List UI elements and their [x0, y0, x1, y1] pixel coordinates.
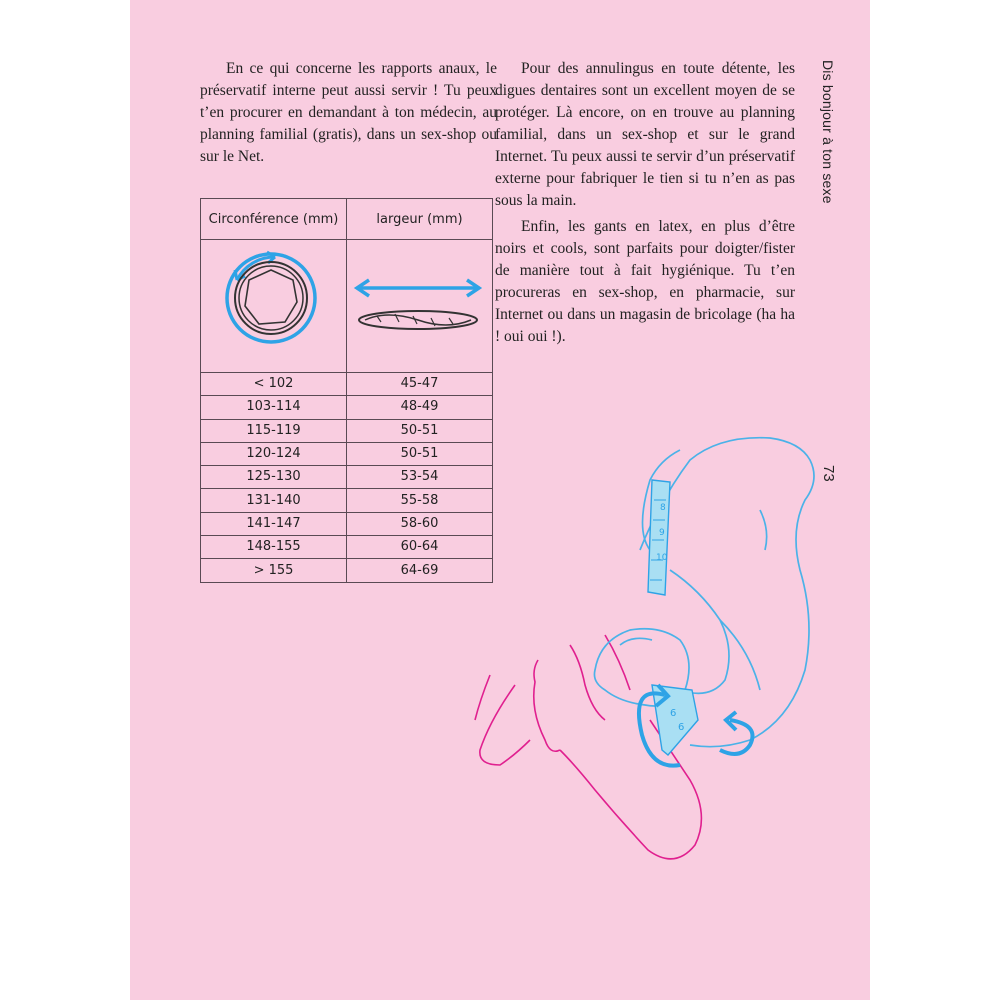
right-column	[495, 58, 795, 352]
book-page	[130, 0, 870, 1000]
tape-number: 6	[678, 722, 685, 733]
hand-outline	[594, 438, 814, 747]
width-illustration-cell	[347, 240, 493, 373]
circumference-cell: 148-155	[201, 536, 347, 559]
circumference-cell: > 155	[201, 559, 347, 582]
left-column	[200, 58, 497, 172]
width-cell: 55-58	[347, 489, 493, 512]
page-number: 73	[820, 465, 837, 482]
table-row	[201, 396, 493, 419]
width-cell: 58-60	[347, 512, 493, 535]
circumference-cell: 103-114	[201, 396, 347, 419]
width-cell: 60-64	[347, 536, 493, 559]
header-circumference: Circonférence (mm)	[201, 199, 347, 240]
tape-number: 10	[656, 553, 668, 563]
circumference-cell: 120-124	[201, 442, 347, 465]
right-paragraph-1: Pour des annulingus en toute détente, les digues dentaires sont un excellent moyen de se protéger. Là encore, on en trouve au planning familial, dans un sex-shop et sur le grand Internet. Tu peux aussi te servir d’un préservatif externe pour fabriquer le tien si tu n’en as pas sous la main.	[495, 60, 795, 209]
width-cell: 50-51	[347, 419, 493, 442]
circumference-illustration-cell	[201, 240, 347, 373]
width-cell: 50-51	[347, 442, 493, 465]
table-row	[201, 373, 493, 396]
right-paragraph-2: Enfin, les gants en latex, en plus d’être noirs et cools, sont parfaits pour doigter/fister de manière tout à fait hygiénique. Tu t’en procureras en sex-shop, en pharmacie, sur Internet ou dans un magasin de bricolage (ha ha ! oui oui !).	[495, 218, 795, 345]
circumference-cell: 125-130	[201, 466, 347, 489]
tape-number: 6	[670, 708, 677, 719]
tape-number: 8	[660, 503, 666, 513]
width-cell: 53-54	[347, 466, 493, 489]
circumference-cell: < 102	[201, 373, 347, 396]
tape-number: 9	[659, 528, 665, 538]
rolled-condom-top-icon	[201, 240, 346, 368]
circumference-cell: 131-140	[201, 489, 347, 512]
circumference-cell: 115-119	[201, 419, 347, 442]
width-cell: 45-47	[347, 373, 493, 396]
header-width: largeur (mm)	[347, 199, 493, 240]
left-paragraph: En ce qui concerne les rapports anaux, le préservatif interne peut aussi servir ! Tu peux t’en procurer en demandant à ton médecin, au planning familial (gratis), dans un sex-shop ou sur le Net.	[200, 60, 497, 165]
running-head: Dis bonjour à ton sexe	[820, 60, 836, 204]
rolled-condom-side-icon	[347, 240, 492, 368]
width-cell: 64-69	[347, 559, 493, 582]
width-cell: 48-49	[347, 396, 493, 419]
hand-measuring-finger-illustration	[420, 420, 840, 890]
measuring-tape	[648, 480, 698, 755]
circumference-cell: 141-147	[201, 512, 347, 535]
